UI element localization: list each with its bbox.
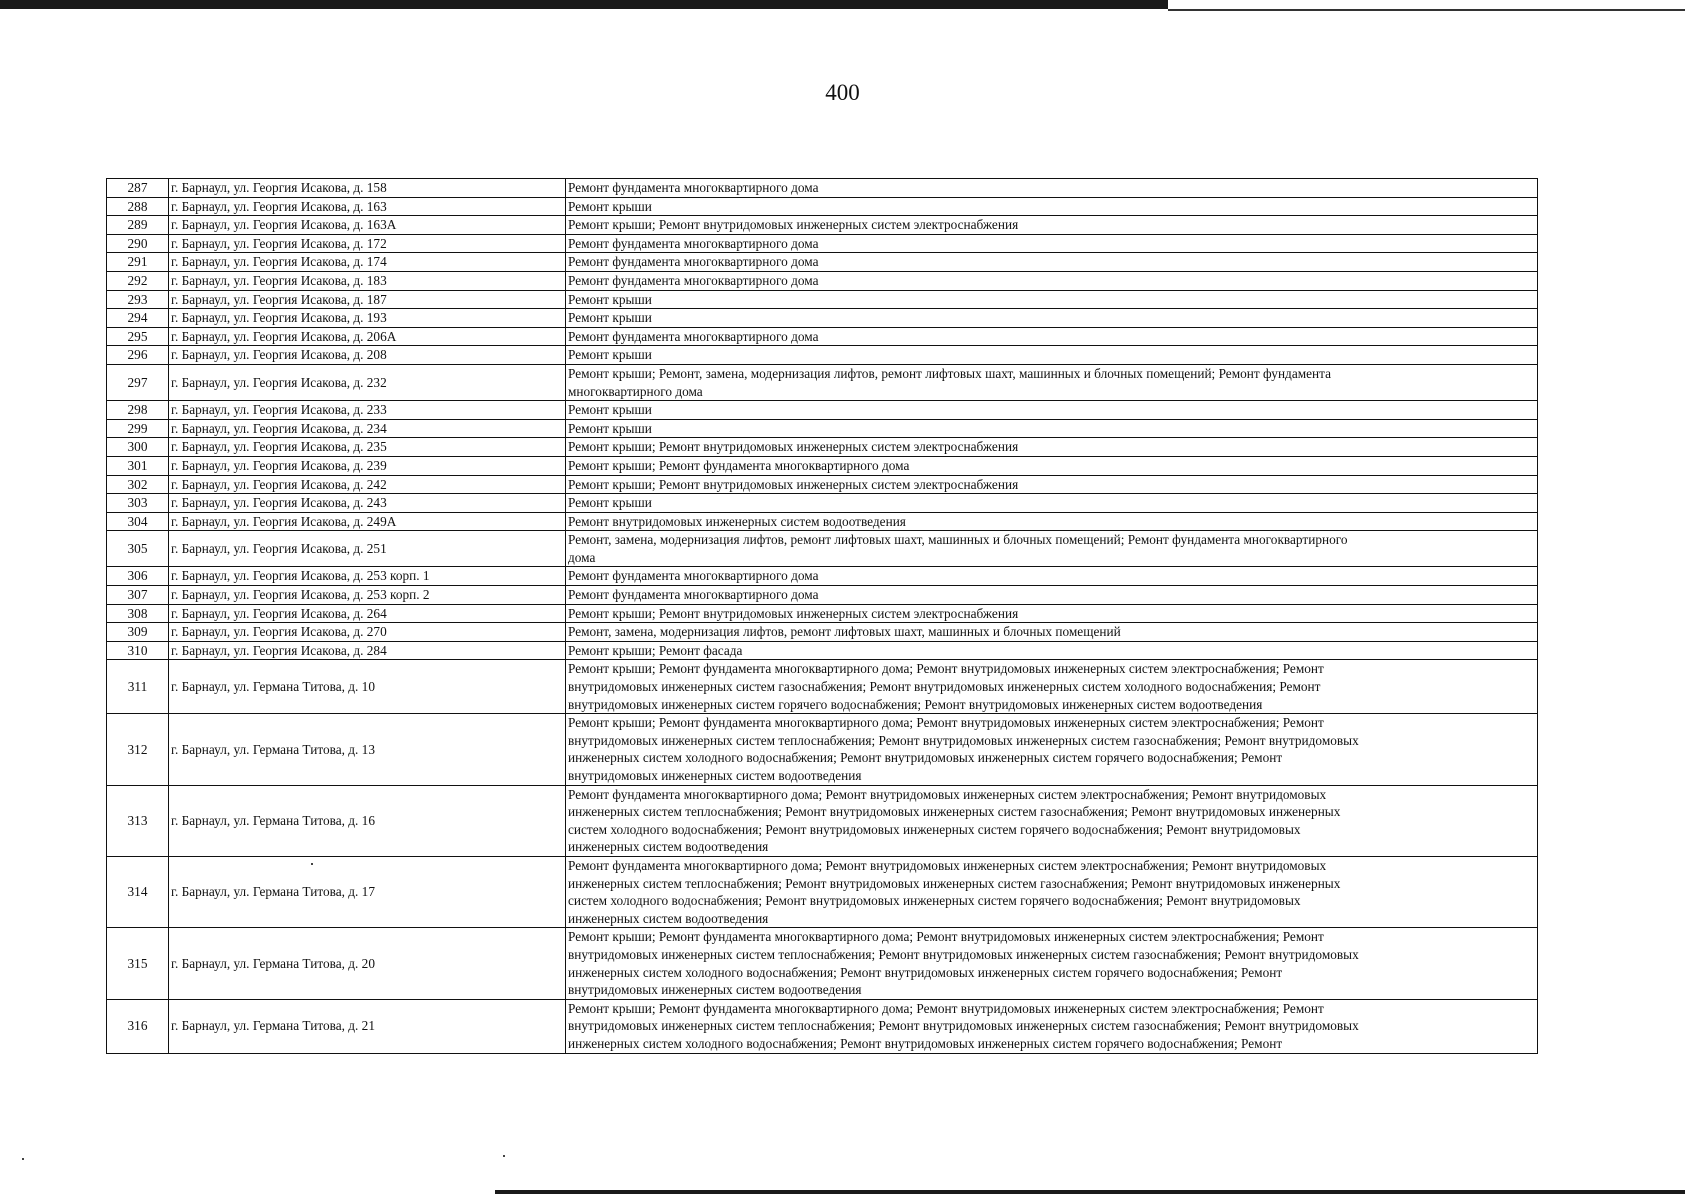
work-line: Ремонт крыши (568, 495, 652, 511)
table-row (107, 856, 1538, 927)
scan-speck (503, 1155, 505, 1157)
scan-edge-top (0, 0, 1168, 9)
work-line: Ремонт, замена, модернизация лифтов, ремонт лифтовых шахт, машинных и блочных помещений; Ремонт фундамента многоквартирного (568, 532, 1348, 548)
table-row (107, 271, 1538, 290)
work-line: Ремонт фундамента многоквартирного дома; Ремонт внутридомовых инженерных систем электроснабжения; Ремонт внутридомовых (568, 786, 1327, 802)
table-row (107, 401, 1538, 420)
row-address: г. Барнаул, ул. Георгия Исакова, д. 163А (169, 216, 566, 235)
work-line: Ремонт, замена, модернизация лифтов, ремонт лифтовых шахт, машинных и блочных помещений (568, 624, 1121, 640)
table-row (107, 197, 1538, 216)
row-number: 305 (107, 531, 169, 567)
row-work-types (566, 475, 1538, 494)
table-row (107, 290, 1538, 309)
row-address: г. Барнаул, ул. Георгия Исакова, д. 174 (169, 253, 566, 272)
row-number: 303 (107, 494, 169, 513)
row-number: 311 (107, 660, 169, 714)
row-address: г. Барнаул, ул. Георгия Исакова, д. 234 (169, 419, 566, 438)
table-row (107, 346, 1538, 365)
row-work-types (566, 714, 1538, 785)
row-number: 312 (107, 714, 169, 785)
row-work-types (566, 179, 1538, 198)
row-number: 307 (107, 586, 169, 605)
row-address: г. Барнаул, ул. Германа Титова, д. 13 (169, 714, 566, 785)
work-line: Ремонт крыши; Ремонт внутридомовых инженерных систем электроснабжения (568, 439, 1019, 455)
row-number: 302 (107, 475, 169, 494)
work-line: Ремонт крыши; Ремонт фундамента многоквартирного дома; Ремонт внутридомовых инженерных систем электроснабжения; Ремонт (568, 715, 1324, 731)
row-number: 298 (107, 401, 169, 420)
work-line: систем холодного водоснабжения; Ремонт внутридомовых инженерных систем горячего водоснабжения; Ремонт внутридомовых (568, 821, 1301, 837)
scan-edge-bottom (495, 1190, 1685, 1194)
work-line: Ремонт крыши (568, 347, 652, 363)
work-line: Ремонт фундамента многоквартирного дома (568, 587, 819, 603)
scan-edge-top-line (1168, 9, 1685, 11)
work-line: систем холодного водоснабжения; Ремонт внутридомовых инженерных систем горячего водоснабжения; Ремонт внутридомовых (568, 893, 1301, 909)
row-number: 294 (107, 309, 169, 328)
work-line: внутридомовых инженерных систем водоотведения (568, 982, 862, 998)
row-work-types (566, 641, 1538, 660)
row-number: 292 (107, 271, 169, 290)
table-row (107, 419, 1538, 438)
row-address: г. Барнаул, ул. Георгия Исакова, д. 193 (169, 309, 566, 328)
table-row (107, 253, 1538, 272)
work-line: Ремонт крыши; Ремонт фасада (568, 642, 743, 658)
table-row (107, 714, 1538, 785)
work-line: Ремонт крыши (568, 402, 652, 418)
work-line: Ремонт фундамента многоквартирного дома (568, 568, 819, 584)
row-number: 295 (107, 327, 169, 346)
work-line: внутридомовых инженерных систем горячего водоснабжения; Ремонт внутридомовых инженерных систем водоотведения (568, 696, 1263, 712)
row-work-types (566, 290, 1538, 309)
row-work-types (566, 438, 1538, 457)
row-number: 297 (107, 364, 169, 400)
row-address: г. Барнаул, ул. Георгия Исакова, д. 232 (169, 364, 566, 400)
row-work-types (566, 604, 1538, 623)
table-row (107, 586, 1538, 605)
work-line: Ремонт фундамента многоквартирного дома; Ремонт внутридомовых инженерных систем электроснабжения; Ремонт внутридомовых (568, 857, 1327, 873)
table-row (107, 660, 1538, 714)
register-body (107, 179, 1538, 1054)
work-line: инженерных систем холодного водоснабжения; Ремонт внутридомовых инженерных систем горячего водоснабжения; Ремонт (568, 750, 1283, 766)
row-address: г. Барнаул, ул. Георгия Исакова, д. 270 (169, 623, 566, 642)
table-row (107, 456, 1538, 475)
repair-register-table (106, 178, 1538, 1054)
row-number: 290 (107, 234, 169, 253)
work-line: Ремонт крыши; Ремонт фундамента многоквартирного дома; Ремонт внутридомовых инженерных систем электроснабжения; Ремонт (568, 661, 1324, 677)
work-line: Ремонт крыши; Ремонт фундамента многоквартирного дома; Ремонт внутридомовых инженерных систем электроснабжения; Ремонт (568, 929, 1324, 945)
row-address: г. Барнаул, ул. Георгия Исакова, д. 206А (169, 327, 566, 346)
row-number: 293 (107, 290, 169, 309)
row-number: 296 (107, 346, 169, 365)
work-line: Ремонт крыши; Ремонт, замена, модернизация лифтов, ремонт лифтовых шахт, машинных и блочных помещений; Ремонт фундамента (568, 365, 1332, 381)
row-address: г. Барнаул, ул. Георгия Исакова, д. 243 (169, 494, 566, 513)
table-row (107, 179, 1538, 198)
row-address: г. Барнаул, ул. Георгия Исакова, д. 235 (169, 438, 566, 457)
table-row (107, 785, 1538, 856)
work-line: внутридомовых инженерных систем теплоснабжения; Ремонт внутридомовых инженерных систем газоснабжения; Ремонт внутридомовых (568, 1018, 1359, 1034)
row-work-types (566, 309, 1538, 328)
row-number: 289 (107, 216, 169, 235)
work-line: инженерных систем холодного водоснабжения; Ремонт внутридомовых инженерных систем горячего водоснабжения; Ремонт (568, 964, 1283, 980)
row-number: 300 (107, 438, 169, 457)
work-line: Ремонт крыши (568, 198, 652, 214)
row-work-types (566, 271, 1538, 290)
row-work-types (566, 253, 1538, 272)
row-address: г. Барнаул, ул. Георгия Исакова, д. 183 (169, 271, 566, 290)
row-number: 306 (107, 567, 169, 586)
row-address: г. Барнаул, ул. Георгия Исакова, д. 284 (169, 641, 566, 660)
table-row (107, 512, 1538, 531)
row-number: 301 (107, 456, 169, 475)
table-row (107, 475, 1538, 494)
work-line: Ремонт крыши (568, 291, 652, 307)
row-address: г. Барнаул, ул. Георгия Исакова, д. 158 (169, 179, 566, 198)
row-number: 299 (107, 419, 169, 438)
work-line: дома (568, 549, 596, 565)
row-number: 314 (107, 856, 169, 927)
table-row (107, 623, 1538, 642)
work-line: Ремонт фундамента многоквартирного дома (568, 235, 819, 251)
work-line: инженерных систем водоотведения (568, 839, 769, 855)
work-line: Ремонт крыши; Ремонт фундамента многоквартирного дома (568, 457, 910, 473)
work-line: Ремонт внутридомовых инженерных систем водоотведения (568, 513, 906, 529)
row-address: г. Барнаул, ул. Георгия Исакова, д. 239 (169, 456, 566, 475)
table-row (107, 531, 1538, 567)
work-line: Ремонт крыши; Ремонт внутридомовых инженерных систем электроснабжения (568, 217, 1019, 233)
row-address: г. Барнаул, ул. Германа Титова, д. 20 (169, 928, 566, 999)
work-line: Ремонт фундамента многоквартирного дома (568, 180, 819, 195)
table-row (107, 641, 1538, 660)
row-number: 313 (107, 785, 169, 856)
table-row (107, 364, 1538, 400)
row-number: 309 (107, 623, 169, 642)
row-address: г. Барнаул, ул. Германа Титова, д. 16 (169, 785, 566, 856)
row-number: 316 (107, 999, 169, 1053)
row-address: г. Барнаул, ул. Германа Титова, д. 21 (169, 999, 566, 1053)
page-number: 400 (825, 80, 860, 105)
row-number: 287 (107, 179, 169, 198)
table-row (107, 928, 1538, 999)
work-line: внутридомовых инженерных систем теплоснабжения; Ремонт внутридомовых инженерных систем газоснабжения; Ремонт внутридомовых (568, 732, 1359, 748)
row-address: г. Барнаул, ул. Германа Титова, д. 17 (169, 856, 566, 927)
row-number: 315 (107, 928, 169, 999)
row-address: г. Барнаул, ул. Георгия Исакова, д. 253 корп. 2 (169, 586, 566, 605)
work-line: многоквартирного дома (568, 383, 703, 399)
row-address: г. Барнаул, ул. Георгия Исакова, д. 208 (169, 346, 566, 365)
row-work-types (566, 364, 1538, 400)
work-line: внутридомовых инженерных систем теплоснабжения; Ремонт внутридомовых инженерных систем газоснабжения; Ремонт внутридомовых (568, 946, 1359, 962)
row-address: г. Барнаул, ул. Георгия Исакова, д. 172 (169, 234, 566, 253)
work-line: внутридомовых инженерных систем водоотведения (568, 768, 862, 783)
row-address: г. Барнаул, ул. Георгия Исакова, д. 249А (169, 512, 566, 531)
row-work-types (566, 785, 1538, 856)
table-row (107, 234, 1538, 253)
work-line: Ремонт крыши; Ремонт внутридомовых инженерных систем электроснабжения (568, 605, 1019, 621)
row-work-types (566, 197, 1538, 216)
row-work-types (566, 401, 1538, 420)
work-line: инженерных систем холодного водоснабжения; Ремонт внутридомовых инженерных систем горячего водоснабжения; Ремонт (568, 1035, 1283, 1051)
table-row (107, 494, 1538, 513)
row-number: 291 (107, 253, 169, 272)
work-line: Ремонт фундамента многоквартирного дома (568, 254, 819, 270)
row-address: г. Барнаул, ул. Германа Титова, д. 10 (169, 660, 566, 714)
row-address: г. Барнаул, ул. Георгия Исакова, д. 233 (169, 401, 566, 420)
work-line: Ремонт фундамента многоквартирного дома (568, 328, 819, 344)
work-line: инженерных систем теплоснабжения; Ремонт внутридомовых инженерных систем газоснабжения; Ремонт внутридомовых инженерных (568, 804, 1341, 820)
row-work-types (566, 456, 1538, 475)
row-work-types (566, 928, 1538, 999)
work-line: внутридомовых инженерных систем газоснабжения; Ремонт внутридомовых инженерных систем холодного водоснабжения; Ремонт (568, 679, 1321, 695)
row-number: 308 (107, 604, 169, 623)
row-address: г. Барнаул, ул. Георгия Исакова, д. 264 (169, 604, 566, 623)
table-row (107, 999, 1538, 1053)
row-work-types (566, 623, 1538, 642)
row-work-types (566, 327, 1538, 346)
row-work-types (566, 346, 1538, 365)
table-row (107, 309, 1538, 328)
table-row (107, 567, 1538, 586)
table-row (107, 216, 1538, 235)
row-address: г. Барнаул, ул. Георгия Исакова, д. 187 (169, 290, 566, 309)
work-line: Ремонт фундамента многоквартирного дома (568, 272, 819, 288)
table-row (107, 604, 1538, 623)
work-line: Ремонт крыши (568, 420, 652, 436)
row-number: 304 (107, 512, 169, 531)
row-work-types (566, 512, 1538, 531)
work-line: Ремонт крыши; Ремонт фундамента многоквартирного дома; Ремонт внутридомовых инженерных систем электроснабжения; Ремонт (568, 1000, 1324, 1016)
work-line: Ремонт крыши (568, 310, 652, 326)
row-address: г. Барнаул, ул. Георгия Исакова, д. 253 корп. 1 (169, 567, 566, 586)
row-address: г. Барнаул, ул. Георгия Исакова, д. 251 (169, 531, 566, 567)
table-row (107, 327, 1538, 346)
scan-speck (22, 1158, 24, 1160)
row-number: 288 (107, 197, 169, 216)
row-work-types (566, 531, 1538, 567)
row-work-types (566, 999, 1538, 1053)
row-work-types (566, 856, 1538, 927)
work-line: Ремонт крыши; Ремонт внутридомовых инженерных систем электроснабжения (568, 476, 1019, 492)
row-work-types (566, 586, 1538, 605)
row-address: г. Барнаул, ул. Георгия Исакова, д. 242 (169, 475, 566, 494)
row-address: г. Барнаул, ул. Георгия Исакова, д. 163 (169, 197, 566, 216)
table-row (107, 438, 1538, 457)
work-line: инженерных систем водоотведения (568, 910, 769, 926)
row-work-types (566, 660, 1538, 714)
row-work-types (566, 216, 1538, 235)
work-line: инженерных систем теплоснабжения; Ремонт внутридомовых инженерных систем газоснабжения; Ремонт внутридомовых инженерных (568, 875, 1341, 891)
row-work-types (566, 494, 1538, 513)
row-work-types (566, 234, 1538, 253)
row-number: 310 (107, 641, 169, 660)
row-work-types (566, 567, 1538, 586)
row-work-types (566, 419, 1538, 438)
